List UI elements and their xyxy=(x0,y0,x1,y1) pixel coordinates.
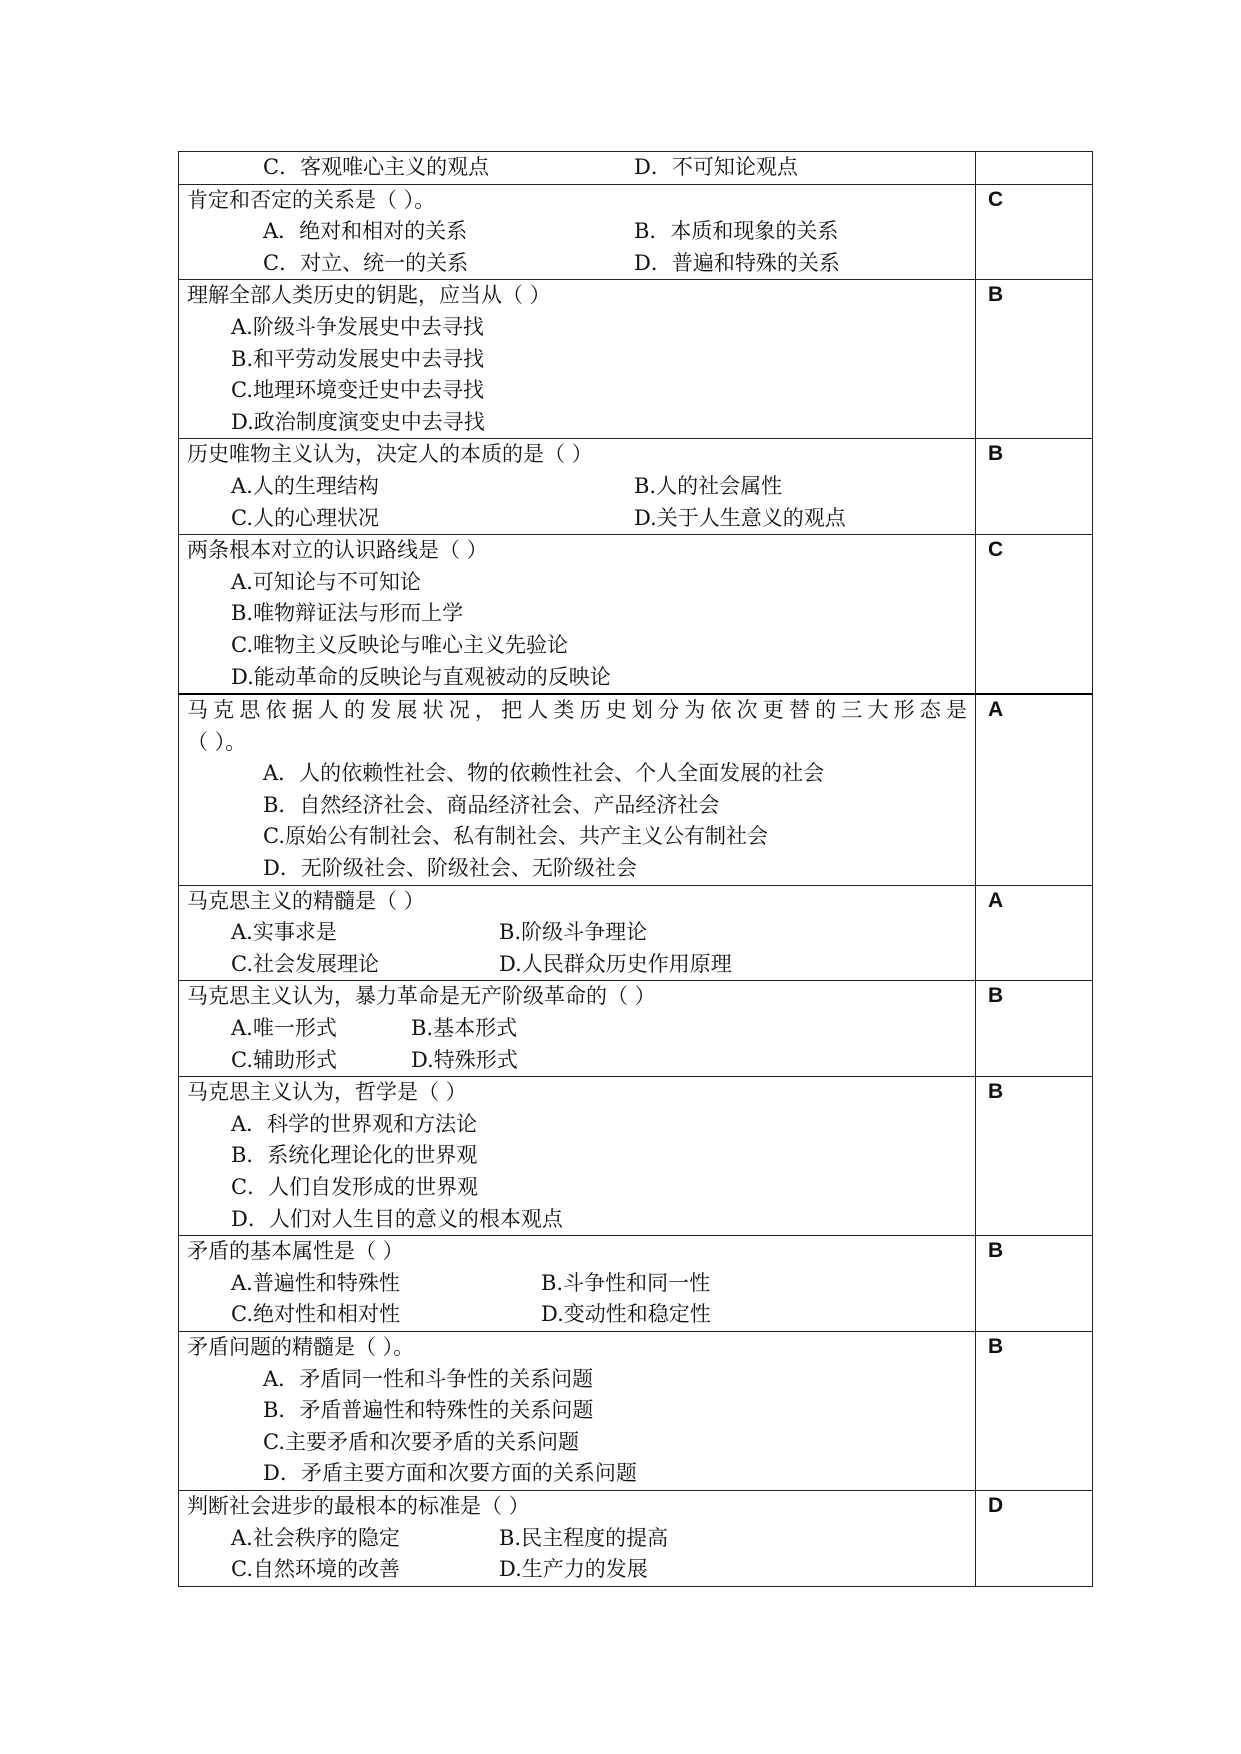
option-text: 矛盾问题的精髓是（ ）。 xyxy=(187,1334,415,1359)
option-text: 肯定和否定的关系是（ ）。 xyxy=(187,187,436,212)
question-stem xyxy=(187,1077,967,1109)
question-option-line xyxy=(187,1109,967,1141)
option-text: B．本质和现象的关系 xyxy=(634,219,839,244)
answer-cell xyxy=(976,981,1093,1077)
question-stem xyxy=(187,981,967,1013)
option-text: 马克思主义认为，哲学是（ ） xyxy=(187,1080,467,1105)
answer-letter: D xyxy=(988,1493,1004,1517)
question-option-line xyxy=(187,1045,967,1077)
question-stem xyxy=(187,439,967,471)
question-cell xyxy=(179,1490,976,1586)
question-option-line xyxy=(187,248,967,280)
question-cell xyxy=(179,1077,976,1236)
option-text: 马克思依据人的发展状况，把人类历史划分为依次更替的三大形态是 xyxy=(187,698,967,723)
question-option-line xyxy=(187,758,967,790)
question-stem xyxy=(187,535,967,567)
question-cell xyxy=(179,152,976,185)
option-text: D.变动性和稳定性 xyxy=(541,1302,711,1327)
option-text: 判断社会进步的最根本的标准是（ ） xyxy=(187,1493,530,1518)
answer-cell xyxy=(976,1236,1093,1332)
answer-cell xyxy=(976,152,1093,185)
option-text: C.唯物主义反映论与唯心主义先验论 xyxy=(231,632,568,657)
question-row xyxy=(179,535,1093,694)
question-row xyxy=(179,981,1093,1077)
answer-cell xyxy=(976,1077,1093,1236)
option-text: B．矛盾普遍性和特殊性的关系问题 xyxy=(263,1398,594,1423)
option-text: C．人们自发形成的世界观 xyxy=(231,1175,479,1199)
option-text: A.普遍性和特殊性 xyxy=(231,1270,400,1295)
question-option-line xyxy=(187,567,967,599)
option-text: B．系统化理论化的世界观 xyxy=(231,1143,478,1168)
option-text: 矛盾的基本属性是（ ） xyxy=(187,1239,404,1264)
question-stem xyxy=(187,280,967,312)
option-text: B.民主程度的提高 xyxy=(499,1525,669,1550)
question-stem xyxy=(187,152,967,184)
question-row xyxy=(179,694,1093,885)
option-text: D．不可知论观点 xyxy=(634,155,798,179)
answer-letter: B xyxy=(988,442,1004,466)
question-row xyxy=(179,1077,1093,1236)
option-text: 马克思主义认为，暴力革命是无产阶级革命的（ ） xyxy=(187,984,656,1009)
question-stem xyxy=(187,185,967,217)
question-cell xyxy=(179,981,976,1077)
question-row xyxy=(179,885,1093,981)
answer-cell xyxy=(976,1331,1093,1490)
option-text: C.绝对性和相对性 xyxy=(231,1302,400,1327)
question-cell xyxy=(179,885,976,981)
option-text: D.人民群众历史作用原理 xyxy=(499,951,732,976)
question-cell xyxy=(179,1236,976,1332)
option-text: A．人的依赖性社会、物的依赖性社会、个人全面发展的社会 xyxy=(263,761,825,786)
option-text: A.实事求是 xyxy=(231,920,337,945)
option-text: C.地理环境变迁史中去寻找 xyxy=(231,378,484,403)
question-option-line xyxy=(187,949,967,981)
question-cell xyxy=(179,184,976,280)
question-option-line xyxy=(187,727,967,759)
question-option-line xyxy=(187,1013,967,1045)
question-cell xyxy=(179,535,976,694)
answer-cell xyxy=(976,694,1093,885)
question-row xyxy=(179,152,1093,185)
option-text: D．矛盾主要方面和次要方面的关系问题 xyxy=(263,1461,637,1486)
option-text: （ ）。 xyxy=(187,729,247,754)
question-row xyxy=(179,439,1093,535)
option-text: D．人们对人生目的意义的根本观点 xyxy=(231,1206,563,1231)
question-option-line xyxy=(187,312,967,344)
option-text: D.生产力的发展 xyxy=(499,1557,648,1582)
question-row xyxy=(179,1236,1093,1332)
option-text: 理解全部人类历史的钥匙，应当从（ ） xyxy=(187,283,551,308)
question-option-line xyxy=(187,407,967,439)
question-option-line xyxy=(187,1458,967,1490)
answer-cell xyxy=(976,535,1093,694)
question-table-body xyxy=(179,152,1093,1587)
question-option-line xyxy=(187,375,967,407)
option-text: A．科学的世界观和方法论 xyxy=(231,1111,478,1136)
answer-letter: B xyxy=(988,1080,1004,1104)
question-option-line xyxy=(187,216,967,248)
option-text: 马克思主义的精髓是（ ） xyxy=(187,888,425,913)
option-text: A.人的生理结构 xyxy=(231,473,379,498)
question-option-line xyxy=(187,1140,967,1172)
question-stem xyxy=(187,1332,967,1364)
option-text: A.阶级斗争发展史中去寻找 xyxy=(231,314,484,339)
question-table xyxy=(178,151,1093,1587)
question-option-line xyxy=(187,1523,967,1555)
question-option-line xyxy=(187,1427,967,1459)
answer-letter: B xyxy=(988,1334,1004,1358)
question-cell xyxy=(179,439,976,535)
option-text: A.唯一形式 xyxy=(231,1016,337,1041)
option-text: B.阶级斗争理论 xyxy=(499,920,648,945)
question-option-line xyxy=(187,790,967,822)
option-text: D．普遍和特殊的关系 xyxy=(634,250,840,275)
answer-letter: B xyxy=(988,283,1004,307)
question-option-line xyxy=(187,1299,967,1331)
option-text: B.和平劳动发展史中去寻找 xyxy=(231,346,485,371)
question-option-line xyxy=(187,1268,967,1300)
option-text: C．客观唯心主义的观点 xyxy=(263,155,490,179)
answer-cell xyxy=(976,184,1093,280)
option-text: B.基本形式 xyxy=(411,1016,518,1041)
question-stem xyxy=(187,1236,967,1268)
question-option-line xyxy=(187,471,967,503)
question-row xyxy=(179,1331,1093,1490)
option-text: C.自然环境的改善 xyxy=(231,1557,400,1582)
option-text: D.特殊形式 xyxy=(411,1047,518,1072)
option-text: A．绝对和相对的关系 xyxy=(263,219,468,244)
option-text: B.斗争性和同一性 xyxy=(541,1270,711,1295)
option-text: B．自然经济社会、商品经济社会、产品经济社会 xyxy=(263,792,720,817)
question-option-line xyxy=(187,853,967,885)
question-option-line xyxy=(187,344,967,376)
answer-cell xyxy=(976,439,1093,535)
answer-letter: C xyxy=(988,538,1004,562)
question-option-line xyxy=(187,1554,967,1586)
question-option-line xyxy=(187,821,967,853)
question-row xyxy=(179,184,1093,280)
question-option-line xyxy=(187,917,967,949)
option-text: A.社会秩序的隐定 xyxy=(231,1525,400,1550)
answer-letter: C xyxy=(988,187,1004,211)
option-text: D.关于人生意义的观点 xyxy=(634,505,846,530)
question-option-line xyxy=(187,630,967,662)
option-text: C.原始公有制社会、私有制社会、共产主义公有制社会 xyxy=(263,824,768,849)
question-option-line xyxy=(187,598,967,630)
question-option-line xyxy=(187,1395,967,1427)
option-text: 历史唯物主义认为，决定人的本质的是（ ） xyxy=(187,442,593,467)
answer-cell xyxy=(976,1490,1093,1586)
option-text: C．对立、统一的关系 xyxy=(263,250,469,275)
option-text: B.人的社会属性 xyxy=(634,473,783,498)
question-row xyxy=(179,280,1093,439)
option-text: D.能动革命的反映论与直观被动的反映论 xyxy=(231,664,611,689)
question-row xyxy=(179,1490,1093,1586)
answer-cell xyxy=(976,885,1093,981)
question-cell xyxy=(179,280,976,439)
answer-letter: A xyxy=(988,698,1004,722)
option-text: 两条根本对立的认识路线是（ ） xyxy=(187,538,488,563)
answer-letter: B xyxy=(988,1239,1004,1263)
answer-cell xyxy=(976,280,1093,439)
option-text: C.主要矛盾和次要矛盾的关系问题 xyxy=(263,1429,579,1454)
question-option-line xyxy=(187,662,967,694)
question-option-line xyxy=(187,1172,967,1204)
question-stem xyxy=(187,695,967,727)
option-text: D．无阶级社会、阶级社会、无阶级社会 xyxy=(263,856,637,881)
question-option-line xyxy=(187,1364,967,1396)
option-text: A．矛盾同一性和斗争性的关系问题 xyxy=(263,1366,594,1391)
option-text: B.唯物辩证法与形而上学 xyxy=(231,601,464,626)
answer-letter: B xyxy=(988,984,1004,1008)
option-text: C.人的心理状况 xyxy=(231,505,379,530)
question-option-line xyxy=(187,503,967,535)
option-text: C.辅助形式 xyxy=(231,1047,337,1072)
question-cell xyxy=(179,1331,976,1490)
question-stem xyxy=(187,1491,967,1523)
option-text: A.可知论与不可知论 xyxy=(231,569,421,594)
question-cell xyxy=(179,694,976,885)
answer-letter: A xyxy=(988,888,1004,912)
option-text: C.社会发展理论 xyxy=(231,951,379,976)
option-text: D.政治制度演变史中去寻找 xyxy=(231,409,485,434)
question-stem xyxy=(187,886,967,918)
question-option-line xyxy=(187,1204,967,1236)
